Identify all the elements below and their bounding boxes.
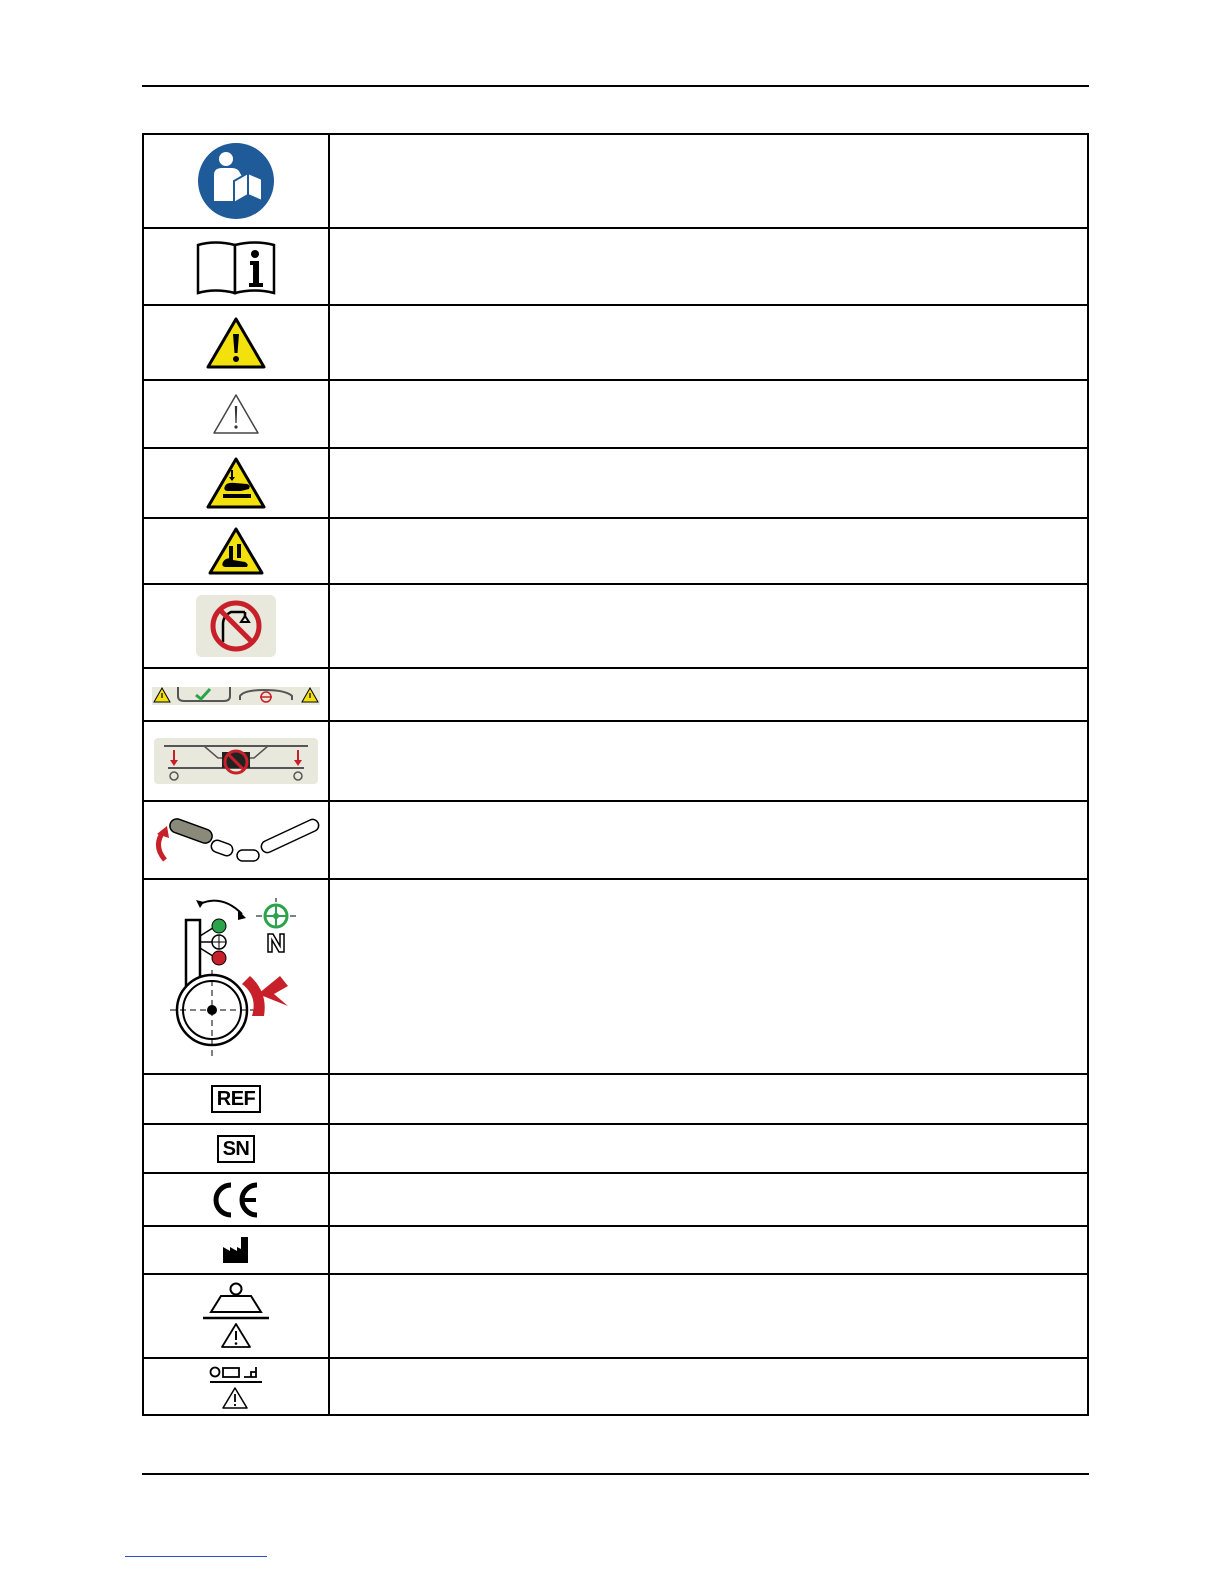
table-row bbox=[143, 1358, 1088, 1415]
symbol-description bbox=[329, 448, 1088, 518]
symbol-cell bbox=[143, 1358, 329, 1415]
symbol-description bbox=[329, 1173, 1088, 1226]
symbol-description bbox=[329, 721, 1088, 801]
symbol-cell bbox=[143, 1074, 329, 1124]
table-row bbox=[143, 228, 1088, 305]
symbol-cell bbox=[143, 1124, 329, 1173]
castor-brake-pedal-icon bbox=[166, 890, 306, 1064]
symbol-cell bbox=[143, 134, 329, 228]
hand-crush-warning-icon bbox=[205, 456, 267, 510]
symbol-description bbox=[329, 1358, 1088, 1415]
table-row bbox=[143, 518, 1088, 584]
symbol-cell bbox=[143, 879, 329, 1074]
header-rule bbox=[142, 85, 1089, 87]
symbol-description bbox=[329, 584, 1088, 668]
symbol-cell bbox=[143, 1274, 329, 1358]
symbol-cell bbox=[143, 801, 329, 879]
symbol-cell bbox=[143, 448, 329, 518]
safe-working-load-icon bbox=[201, 1282, 271, 1350]
table-row bbox=[143, 1173, 1088, 1226]
ce-mark-icon bbox=[211, 1182, 261, 1218]
symbol-cell bbox=[143, 1226, 329, 1274]
yellow-warning-triangle-icon bbox=[205, 316, 267, 370]
patient-weight-warning-icon bbox=[208, 1364, 264, 1410]
table-row bbox=[143, 134, 1088, 228]
table-row bbox=[143, 448, 1088, 518]
table-row bbox=[143, 584, 1088, 668]
table-row bbox=[143, 1124, 1088, 1173]
foot-crush-warning-icon bbox=[207, 526, 265, 576]
footer-link-underline[interactable] bbox=[125, 1556, 267, 1557]
symbol-description bbox=[329, 228, 1088, 305]
read-instructions-blue-icon bbox=[196, 141, 276, 221]
symbol-description bbox=[329, 1226, 1088, 1274]
symbol-description bbox=[329, 305, 1088, 380]
table-row bbox=[143, 1274, 1088, 1358]
symbol-cell bbox=[143, 228, 329, 305]
symbol-cell bbox=[143, 584, 329, 668]
symbol-description bbox=[329, 134, 1088, 228]
table-row bbox=[143, 801, 1088, 879]
no-lifting-pole-icon bbox=[195, 594, 277, 658]
symbol-cell bbox=[143, 721, 329, 801]
symbol-cell bbox=[143, 305, 329, 380]
footer-rule bbox=[142, 1473, 1089, 1475]
correct-incorrect-position-label-icon bbox=[152, 684, 320, 706]
table-row bbox=[143, 721, 1088, 801]
sn-box-icon: SN bbox=[217, 1135, 256, 1163]
instructions-manual-info-icon bbox=[195, 239, 277, 295]
table-row bbox=[143, 1226, 1088, 1274]
symbol-description bbox=[329, 801, 1088, 879]
table-row bbox=[143, 879, 1088, 1074]
symbol-description bbox=[329, 879, 1088, 1074]
no-object-under-bed-icon bbox=[154, 738, 318, 784]
symbol-description bbox=[329, 380, 1088, 448]
symbol-cell bbox=[143, 1173, 329, 1226]
symbol-description bbox=[329, 1074, 1088, 1124]
table-row bbox=[143, 380, 1088, 448]
symbols-table bbox=[142, 133, 1089, 1416]
table-row bbox=[143, 1074, 1088, 1124]
symbol-cell bbox=[143, 518, 329, 584]
symbol-description bbox=[329, 668, 1088, 721]
table-row bbox=[143, 668, 1088, 721]
section-lift-icon bbox=[151, 816, 321, 864]
symbol-description bbox=[329, 518, 1088, 584]
ref-box-icon: REF bbox=[211, 1085, 262, 1113]
symbol-cell bbox=[143, 380, 329, 448]
table-row bbox=[143, 305, 1088, 380]
symbol-description bbox=[329, 1124, 1088, 1173]
manufacturer-factory-icon bbox=[221, 1235, 251, 1265]
outline-warning-triangle-icon bbox=[211, 392, 261, 436]
symbol-description bbox=[329, 1274, 1088, 1358]
symbol-cell bbox=[143, 668, 329, 721]
